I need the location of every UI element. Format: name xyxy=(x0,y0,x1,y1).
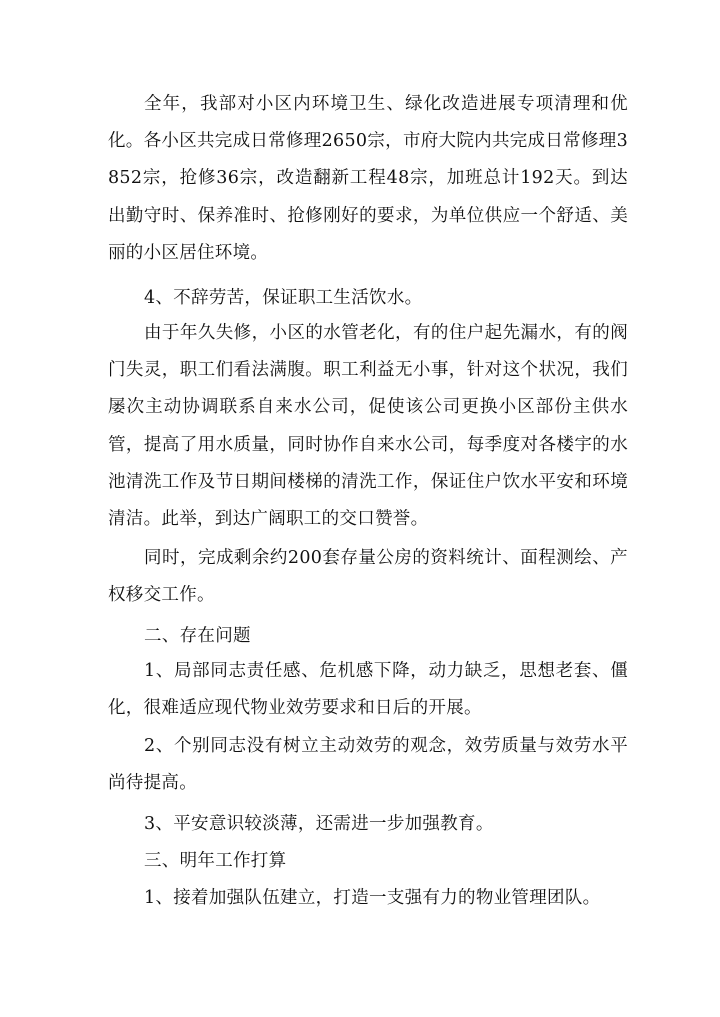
section-heading-problems: 二、存在问题 xyxy=(144,626,251,646)
paragraph-plan-1: 1、接着加强队伍建立，打造一支强有力的物业管理团队。 xyxy=(144,888,601,908)
paragraph-public-housing: 同时，完成剩余约200套存量公房的资料统计、面程测绘、产权移交工作。 xyxy=(108,548,628,606)
paragraph-problem-2: 2、个别同志没有树立主动效劳的观念，效劳质量与效劳水平尚待提高。 xyxy=(108,736,628,794)
paragraph-problem-3: 3、平安意识较淡薄，还需进一步加强教育。 xyxy=(144,814,494,834)
paragraph-water-pipe-repair: 由于年久失修，小区的水管老化，有的住户起先漏水，有的阀门失灵，职工们看法满腹。职工利益无小事，针对这个状况，我们屡次主动协调联系自来水公司，促使该公司更换小区部份主供水管，提高了用水质量，同时协作自来水公司，每季度对各楼宇的水池清洗工作及节日期间楼梯的清洗工作，保证住户饮水平安和环境清洁。此举，到达广阔职工的交口赞誉。 xyxy=(108,323,628,530)
paragraph-problem-1: 1、局部同志责任感、危机感下降，动力缺乏，思想老套、僵化，很难适应现代物业效劳要求和日后的开展。 xyxy=(108,661,628,719)
paragraph-environment-maintenance: 全年，我部对小区内环境卫生、绿化改造进展专项清理和优化。各小区共完成日常修理2650宗，市府大院内共完成日常修理3852宗，抢修36宗，改造翻新工程48宗，加班总计192天。到达出勤守时、保养准时、抢修刚好的要求，为单位供应一个舒适、美丽的小区居住环境。 xyxy=(108,94,628,263)
paragraph-drinking-water-heading: 4、不辞劳苦，保证职工生活饮水。 xyxy=(144,288,423,308)
section-heading-next-year-plan: 三、明年工作打算 xyxy=(144,851,287,871)
